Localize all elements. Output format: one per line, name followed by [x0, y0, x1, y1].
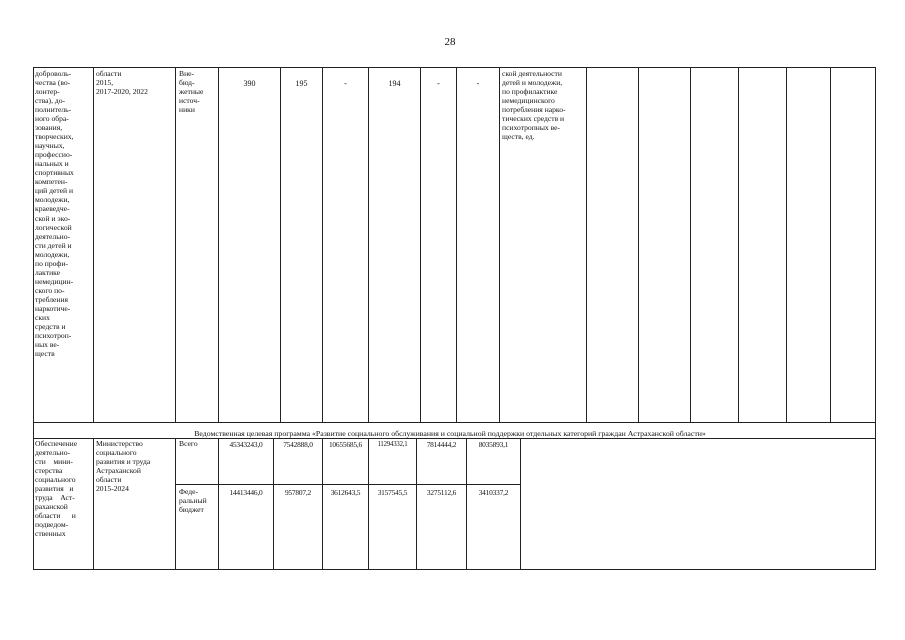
upper-bottom-border [33, 422, 876, 423]
upper-executor-period: области 2015, 2017-2020, 2022 [96, 69, 148, 97]
lower-total-value-2023: 8035893,1 [478, 441, 509, 449]
upper-value-2021: 194 [388, 79, 401, 88]
col-divider [273, 438, 274, 569]
col-divider [830, 67, 831, 422]
lower-total-value-2019: 7542888,0 [283, 441, 313, 449]
col-divider [690, 67, 691, 422]
col-divider [368, 67, 369, 422]
lower-source-total: Всего [179, 439, 198, 448]
col-divider [499, 67, 500, 422]
lower-total-value-all: 45343243,0 [229, 441, 263, 449]
col-divider [322, 438, 323, 569]
lower-executor-period: Министерство социального развития и труда Астраханской области 2015-2024 [96, 439, 151, 494]
table-top-border [33, 67, 876, 68]
col-divider [586, 67, 587, 422]
lower-federal-value-2021: 3157545,5 [377, 489, 408, 497]
col-divider [93, 67, 94, 422]
lower-federal-value-2019: 957807,2 [284, 489, 312, 497]
lower-total-value-2020: 10655685,6 [328, 441, 363, 449]
lower-federal-value-2022: 3275112,6 [426, 489, 457, 497]
table-right-border [875, 67, 876, 570]
lower-federal-value-2020: 3612643,5 [330, 489, 361, 497]
col-divider [280, 67, 281, 422]
col-divider [322, 67, 323, 422]
col-divider [416, 438, 417, 569]
upper-indicator-description: ской деятельности детей и молодежи, по профилактике немедицинского потребления нарко- тических средств и психотропных ве- ществ, ед. [502, 69, 566, 142]
lower-row-divider [175, 484, 520, 485]
upper-value-2023: - [476, 79, 480, 88]
col-divider [738, 67, 739, 422]
upper-task-description: доброволь- чества (во- лонтер- ства), до- полнитель- ного обра- зования, творческих, научных, профессио- нальных и спортивных компетен- ций детей и молодежи, краеведче- ской и эко- логической деятельно- сти детей и молодежи, по профи- лактике немедицин- ского по- требления наркотиче- ских средств и психотроп- ных ве- ществ [35, 69, 74, 358]
upper-value-total: 390 [243, 79, 256, 88]
upper-funding-source: Вне- бюд- жетные источ- ники [179, 69, 204, 115]
lower-federal-value-2023: 3410337,2 [478, 489, 509, 497]
lower-total-value-2022: 7814444,2 [426, 441, 457, 449]
upper-value-2020: - [344, 79, 347, 88]
col-divider [218, 67, 219, 422]
page-number: 28 [444, 36, 456, 48]
col-divider [520, 438, 521, 569]
col-divider [466, 438, 467, 569]
col-divider [456, 67, 457, 422]
lower-federal-value-all: 14413446,0 [229, 489, 263, 497]
col-divider [218, 438, 219, 569]
table-bottom-border [33, 569, 876, 570]
lower-task-description: Обеспечение деятельно- сти мини- стерства социального развития и труда Аст- раханской области и подведом- ственных [35, 439, 78, 539]
lower-total-value-2021: 11294332,1 [377, 441, 408, 448]
col-divider [175, 438, 176, 569]
program-banner: Ведомственная целевая программа «Развитие социального обслуживания и социальной поддержки отдельных категорий граждан Астраханской области» [194, 429, 706, 438]
col-divider [786, 67, 787, 422]
col-divider [638, 67, 639, 422]
col-divider [93, 438, 94, 569]
col-divider [368, 438, 369, 569]
col-divider [175, 67, 176, 422]
upper-value-2019: 195 [295, 79, 308, 88]
upper-value-2022: - [437, 79, 440, 88]
lower-source-federal: Феде- ральный бюджет [179, 487, 207, 515]
col-divider [420, 67, 421, 422]
col-divider [33, 67, 34, 570]
